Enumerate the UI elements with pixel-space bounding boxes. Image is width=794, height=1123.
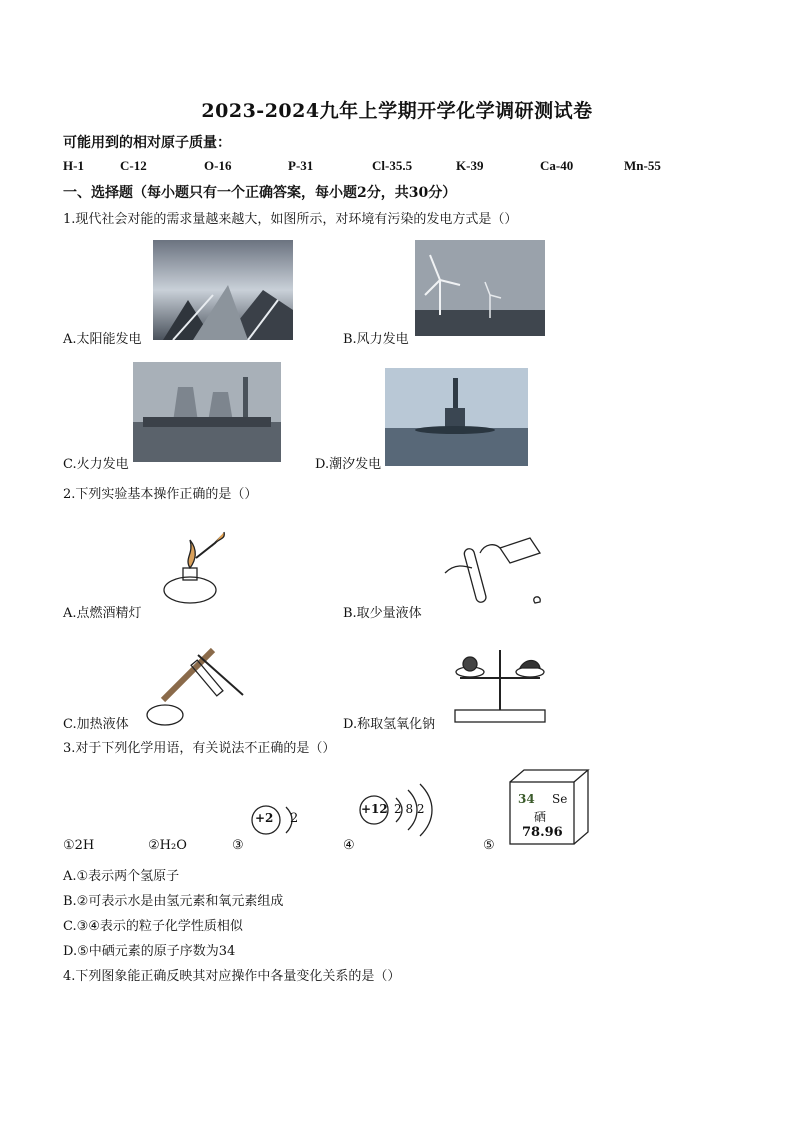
element-name: 硒	[534, 810, 547, 824]
q3-symbol-2: ②H₂O	[148, 838, 187, 853]
tidal-power-photo	[385, 368, 528, 466]
ion4-shells: 2 8 2	[394, 802, 425, 816]
weighing-naoh-figure	[440, 640, 560, 730]
ion3-nucleus: +2	[255, 811, 274, 825]
mass-p: P-31	[288, 158, 314, 173]
q3-symbol-1: ①2H	[63, 838, 95, 853]
mass-c: C-12	[120, 158, 147, 173]
question-3-stem: 3.对于下列化学用语，有关说法不正确的是（）	[63, 741, 336, 756]
page-title: 2023-2024九年上学期开学化学调研测试卷	[201, 100, 593, 122]
mass-h: H-1	[63, 158, 84, 173]
q2-option-d: D.称取氢氧化钠	[343, 717, 436, 732]
solar-power-photo	[153, 240, 293, 340]
mass-cl: Cl-35.5	[372, 158, 413, 173]
section-heading: 一、选择题（每小题只有一个正确答案，每小题2分，共30分）	[63, 185, 457, 201]
element-mass: 78.96	[522, 825, 563, 840]
thermal-power-photo	[133, 362, 281, 462]
heating-liquid-figure	[143, 640, 253, 730]
q1-option-b: B.风力发电	[343, 332, 409, 347]
ion3-shells: 2	[290, 811, 299, 826]
question-2-stem: 2.下列实验基本操作正确的是（）	[63, 487, 258, 502]
q2-option-a: A.点燃酒精灯	[63, 606, 142, 621]
q3-option-d: D.⑤中硒元素的原子序数为34	[63, 944, 236, 959]
q3-option-b: B.②可表示水是由氢元素和氧元素组成	[63, 894, 284, 909]
q3-symbol-4: ④	[343, 838, 355, 853]
mass-ca: Ca-40	[540, 158, 574, 173]
mass-o: O-16	[204, 158, 232, 173]
question-4-stem: 4.下列图象能正确反映其对应操作中各量变化关系的是（）	[63, 969, 401, 984]
ion-diagram-4	[358, 780, 448, 840]
mass-k: K-39	[456, 158, 484, 173]
q2-option-b: B.取少量液体	[343, 606, 422, 621]
q3-option-c: C.③④表示的粒子化学性质相似	[63, 919, 243, 934]
ion-diagram-3	[250, 795, 310, 845]
q3-symbol-5: ⑤	[483, 838, 495, 853]
q2-option-c: C.加热液体	[63, 717, 129, 732]
q1-option-a: A.太阳能发电	[63, 332, 142, 347]
ion4-nucleus: +12	[361, 802, 388, 816]
alcohol-lamp-lighting-figure	[160, 528, 240, 608]
q3-symbol-3: ③	[232, 838, 244, 853]
atomic-masses-heading: 可能用到的相对原子质量：	[63, 135, 231, 151]
q3-option-a: A.①表示两个氢原子	[63, 869, 180, 884]
wind-power-photo	[415, 240, 545, 336]
element-number: 34	[518, 792, 535, 806]
take-liquid-figure	[440, 528, 550, 613]
question-1-stem: 1.现代社会对能的需求量越来越大，如图所示，对环境有污染的发电方式是（）	[63, 212, 518, 227]
element-tile-se	[508, 768, 593, 846]
element-symbol: Se	[552, 792, 568, 806]
q1-option-c: C.火力发电	[63, 457, 129, 472]
mass-mn: Mn-55	[624, 158, 661, 173]
q1-option-d: D.潮汐发电	[315, 457, 382, 472]
